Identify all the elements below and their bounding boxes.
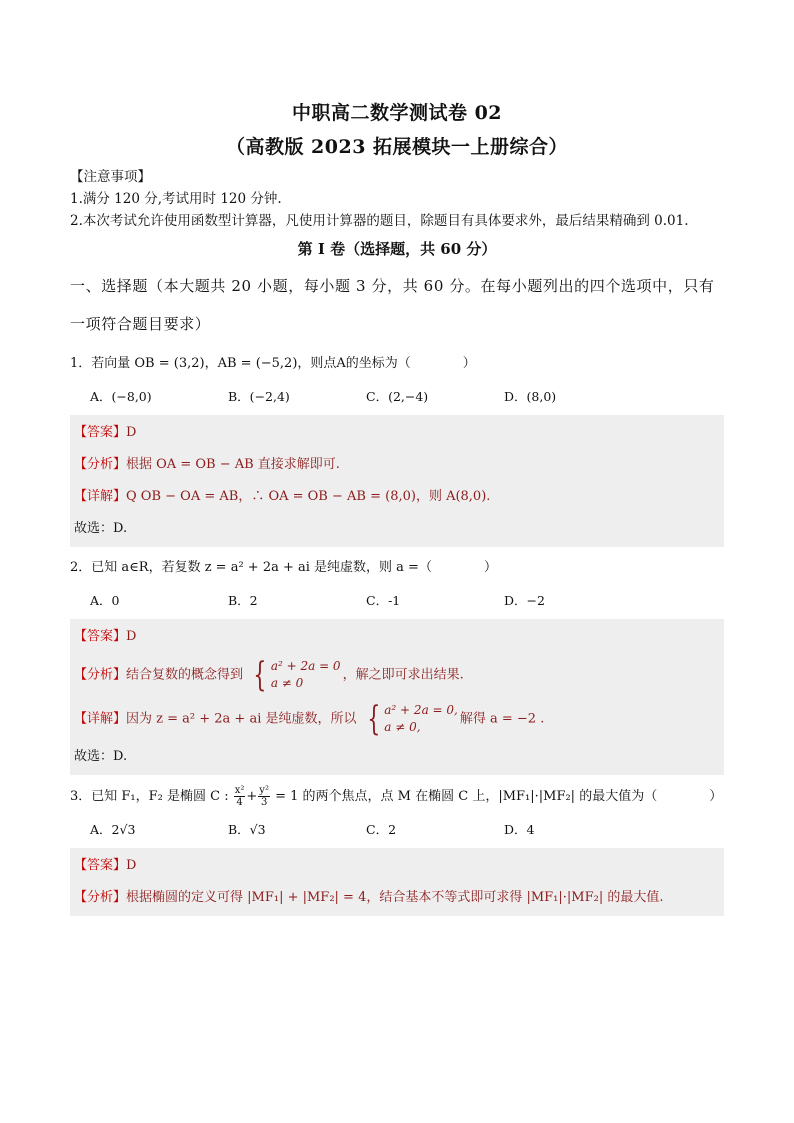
fraction [258, 785, 270, 808]
analysis-text: ，解之即可求出结果. [342, 667, 464, 683]
part-intro: 一、选择题（本大题共 20 小题，每小题 3 分，共 60 分。在每小题列出的四个选项中，只有一项符合题目要求） [70, 277, 715, 333]
question-1-options [90, 387, 724, 405]
analysis-text: 根据 OA = OB − AB 直接求解即可. [126, 457, 340, 472]
equation-line: a² + 2a = 0 [270, 659, 341, 673]
analysis-row [74, 449, 720, 481]
detail-text: Q OB − OA = AB，∴ OA = OB − AB = (8,0)，则 A(8,0). [126, 489, 491, 504]
analysis-row [74, 653, 720, 697]
notice-item: 2.本次考试允许使用函数型计算器，凡使用计算器的题目，除题目有具体要求外，最后结果精确到 0.01. [70, 213, 689, 229]
fraction-denominator: 4 [236, 797, 243, 808]
question-1-solution [70, 415, 724, 547]
notice-block [70, 166, 724, 232]
page-subtitle: （高教版 2023 拓展模块一上册综合） [225, 136, 569, 158]
question-3-solution [70, 848, 724, 916]
analysis-tag: 【分析】 [74, 890, 127, 905]
option-b: B．√3 [228, 822, 266, 837]
analysis-tag: 【分析】 [74, 457, 127, 472]
notice-item: 1.满分 120 分,考试用时 120 分钟. [70, 191, 282, 207]
answer-tag: 【答案】 [74, 425, 127, 440]
detail-tag: 【详解】 [74, 711, 127, 727]
fraction [234, 785, 246, 808]
option-d: D．(8,0) [504, 389, 557, 404]
analysis-tag: 【分析】 [74, 667, 127, 683]
question-3-stem: 3．已知 F₁，F₂ 是椭圆 C : $\frac{\text{x²}}{4}$ + $\frac{\text{y²}}{3}$ = 1 的两个焦点，点 M 在椭圆 C 上，|MF₁|·|MF₂| 的最大值为（ ） [70, 785, 723, 808]
answer-row [74, 850, 720, 882]
fraction-numerator: x² [234, 785, 245, 796]
option-d: D．4 [504, 822, 535, 837]
answer-row [74, 621, 720, 653]
notice-heading: 【注意事项】 [70, 169, 151, 185]
question-3-options [90, 820, 724, 838]
question-2-solution [70, 619, 724, 775]
answer-row [74, 417, 720, 449]
choice-row: 故选：D. [74, 521, 128, 536]
question-1-stem: 1．若向量 OB = (3,2)，AB = (−5,2)，则点A的坐标为（ ） [70, 356, 476, 371]
choice-row: 故选：D. [74, 749, 128, 764]
fraction-numerator: y² [259, 785, 269, 796]
answer-tag: 【答案】 [74, 858, 127, 873]
page-title: 中职高二数学测试卷 02 [291, 102, 503, 124]
option-a: A．(−8,0) [90, 389, 152, 404]
answer-tag: 【答案】 [74, 629, 127, 644]
detail-row [74, 481, 720, 513]
stem-text: 3．已知 F₁，F₂ 是椭圆 C : [70, 789, 229, 804]
option-b: B．(−2,4) [228, 389, 290, 404]
exam-page [70, 100, 724, 918]
answer-value: D [126, 858, 137, 873]
option-a: A．0 [90, 593, 120, 608]
option-c: C．-1 [366, 593, 401, 608]
equation-line: a² + 2a = 0, [384, 703, 458, 717]
analysis-text: 结合复数的概念得到 [126, 667, 244, 683]
detail-text: 解得 a = −2 . [459, 711, 545, 727]
detail-row [74, 697, 720, 741]
left-brace: { [253, 655, 267, 695]
equation-line: a ≠ 0, [384, 720, 421, 734]
equation-system [363, 699, 458, 739]
analysis-row [74, 882, 720, 914]
answer-value: D [126, 629, 137, 644]
equation-system [249, 655, 341, 695]
detail-text: 因为 z = a² + 2a + ai 是纯虚数，所以 [126, 711, 357, 727]
equation-line: a ≠ 0 [270, 676, 304, 690]
left-brace: { [366, 699, 380, 739]
option-d: D．−2 [504, 593, 545, 608]
stem-text: = 1 的两个焦点，点 M 在椭圆 C 上，|MF₁|·|MF₂| 的最大值为（ ） [275, 789, 723, 804]
analysis-text: 根据椭圆的定义可得 |MF₁| + |MF₂| = 4，结合基本不等式即可求得 |MF₁|·|MF₂| 的最大值. [126, 890, 664, 905]
question-2-stem: 2．已知 a∈R，若复数 z = a² + 2a + ai 是纯虚数，则 a =（ ） [70, 560, 497, 575]
detail-tag: 【详解】 [74, 489, 127, 504]
option-c: C．2 [366, 822, 397, 837]
question-2-options [90, 591, 724, 609]
option-a: A．2√3 [90, 822, 136, 837]
section-title: 第 I 卷（选择题，共 60 分） [297, 240, 497, 258]
option-c: C．(2,−4) [366, 389, 429, 404]
answer-value: D [126, 425, 137, 440]
option-b: B．2 [228, 593, 258, 608]
fraction-denominator: 3 [260, 797, 268, 808]
